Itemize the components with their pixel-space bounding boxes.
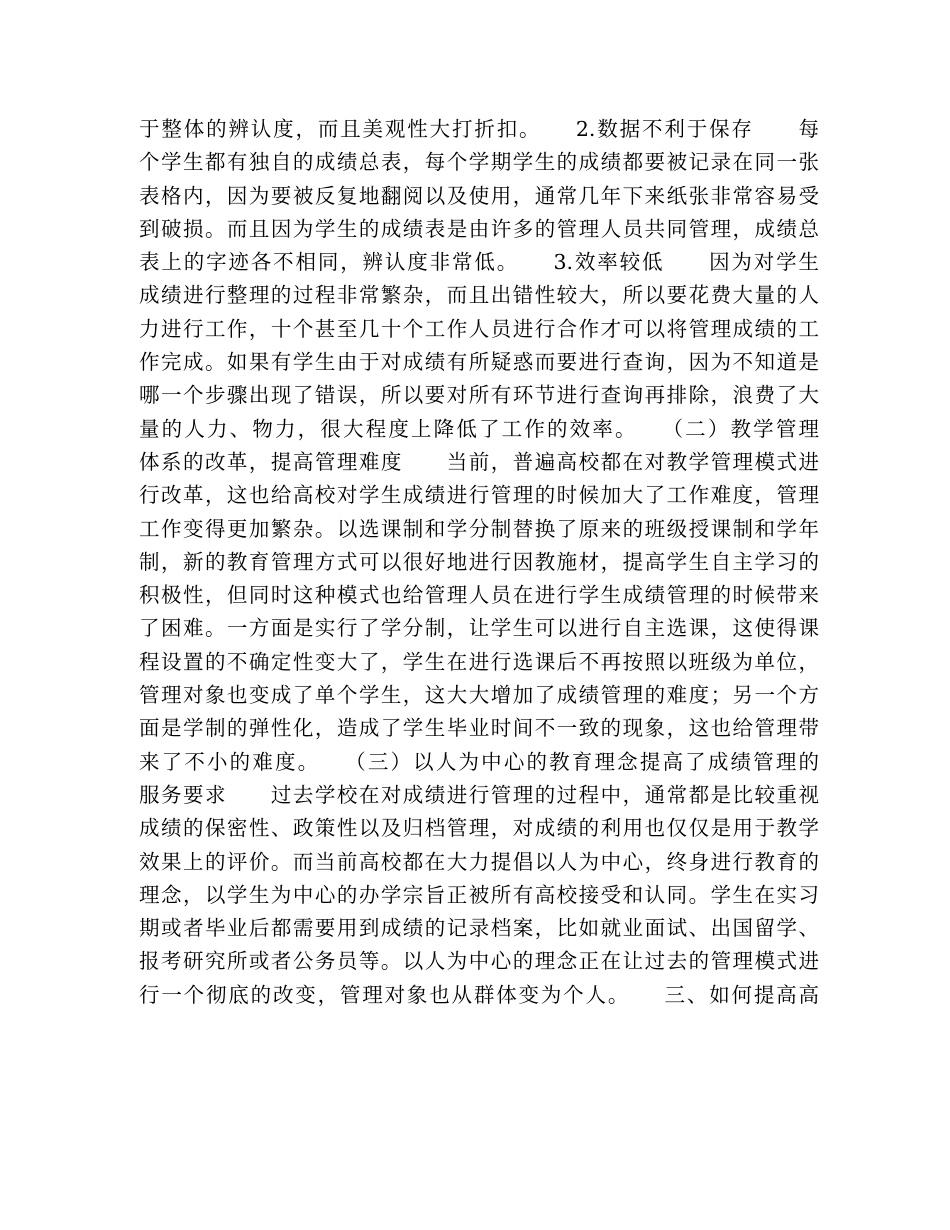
- text-line: 表格内，因为要被反复地翻阅以及使用，通常几年下来纸张非常容易受: [139, 183, 819, 208]
- text-line: 个学生都有独自的成绩总表，每个学期学生的成绩都要被记录在同一张: [139, 150, 819, 175]
- text-line: 报考研究所或者公务员等。以人为中心的理念正在让过去的管理模式进: [139, 949, 819, 974]
- text-line: 积极性，但同时这种模式也给管理人员在进行学生成绩管理的时候带来: [139, 583, 819, 608]
- text-line: 制，新的教育管理方式可以很好地进行因教施材，提高学生自主学习的: [139, 549, 819, 574]
- text-line: 力进行工作，十个甚至几十个工作人员进行合作才可以将管理成绩的工: [139, 316, 819, 341]
- text-line: 于整体的辨认度，而且美观性大打折扣。 2.数据不利于保存 每: [139, 117, 819, 141]
- body-text: [139, 113, 819, 1012]
- text-line: 成绩进行整理的过程非常繁杂，而且出错性较大，所以要花费大量的人: [139, 283, 819, 308]
- text-line: 表上的字迹各不相同，辨认度非常低。 3.效率较低 因为对学生: [139, 250, 819, 275]
- text-line: 效果上的评价。而当前高校都在大力提倡以人为中心，终身进行教育的: [139, 849, 819, 874]
- text-line: 期或者毕业后都需要用到成绩的记录档案，比如就业面试、出国留学、: [139, 916, 819, 941]
- text-line: 成绩的保密性、政策性以及归档管理，对成绩的利用也仅仅是用于教学: [139, 816, 819, 841]
- text-line: 管理对象也变成了单个学生，这大大增加了成绩管理的难度；另一个方: [139, 683, 819, 708]
- text-line: 面是学制的弹性化，造成了学生毕业时间不一致的现象，这也给管理带: [139, 716, 819, 741]
- text-line: 理念，以学生为中心的办学宗旨正被所有高校接受和认同。学生在实习: [139, 882, 819, 907]
- text-line: 来了不小的难度。 （三）以人为中心的教育理念提高了成绩管理的: [139, 749, 819, 774]
- text-line: 行一个彻底的改变，管理对象也从群体变为个人。 三、如何提高高: [139, 982, 819, 1007]
- text-line: 体系的改革，提高管理难度 当前，普遍高校都在对教学管理模式进: [139, 449, 819, 474]
- text-line: 作完成。如果有学生由于对成绩有所疑惑而要进行查询，因为不知道是: [139, 350, 819, 375]
- text-line: 量的人力、物力，很大程度上降低了工作的效率。 （二）教学管理: [139, 416, 819, 441]
- text-line: 行改革，这也给高校对学生成绩进行管理的时候加大了工作难度，管理: [139, 483, 819, 508]
- text-line: 程设置的不确定性变大了，学生在进行选课后不再按照以班级为单位，: [139, 649, 819, 674]
- text-line: 哪一个步骤出现了错误，所以要对所有环节进行查询再排除，浪费了大: [139, 383, 819, 408]
- text-line: 了困难。一方面是实行了学分制，让学生可以进行自主选课，这使得课: [139, 616, 819, 641]
- text-line: 到破损。而且因为学生的成绩表是由许多的管理人员共同管理，成绩总: [139, 216, 819, 241]
- text-line: 工作变得更加繁杂。以选课制和学分制替换了原来的班级授课制和学年: [139, 516, 819, 541]
- text-line: 服务要求 过去学校在对成绩进行管理的过程中，通常都是比较重视: [139, 782, 819, 807]
